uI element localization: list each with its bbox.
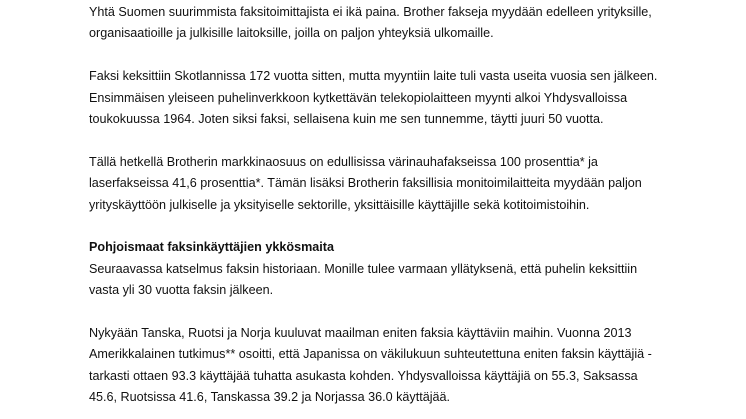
text-line: Amerikkalainen tutkimus** osoitti, että Japanissa on väkilukuun suhteutettuna eniten faksin käyttäjiä - — [89, 347, 652, 362]
text-line: laserfakseissa 41,6 prosenttia*. Tämän lisäksi Brotherin faksillisia monitoimilaitteita myydään paljon — [89, 176, 642, 191]
text-line: 45.6, Ruotsissa 41.6, Tanskassa 39.2 ja Norjassa 36.0 käyttäjää. — [89, 390, 450, 405]
text-line: toukokuussa 1964. Joten siksi faksi, sellaisena kuin me sen tunnemme, täytti juuri 50 vuotta. — [89, 111, 604, 126]
paragraph-nordics — [89, 237, 729, 301]
text-line: Ensimmäisen yleiseen puhelinverkkoon kytkettävän telekopiolaitteen myynti alkoi Yhdysvalloissa — [89, 90, 628, 105]
text-line: yrityskäyttöön julkiselle ja yksityiselle sektorille, yksittäisille käyttäjille sekä kotitoimistoihin. — [89, 197, 590, 212]
paragraph-statistics — [89, 323, 729, 409]
section-heading: Pohjoismaat faksinkäyttäjien ykkösmaita — [89, 240, 334, 255]
paragraph-market-share — [89, 152, 729, 216]
text-line: tarkasti ottaen 93.3 käyttäjää tuhatta asukasta kohden. Yhdysvalloissa käyttäjiä on 55.3, Saksassa — [89, 368, 638, 383]
text-line: vasta yli 30 vuotta faksin jälkeen. — [89, 283, 274, 298]
text-line: organisaatioille ja julkisille laitoksille, joilla on paljon yhteyksiä ulkomaille. — [89, 26, 494, 41]
paragraph-history — [89, 66, 729, 130]
text-line: Seuraavassa katselmus faksin historiaan. Monille tulee varmaan yllätyksenä, että puhelin keksittiin — [89, 261, 638, 276]
paragraph-spacer — [89, 216, 729, 237]
document-body — [89, 2, 729, 408]
text-line: Yhtä Suomen suurimmista faksitoimittajista ei ikä paina. Brother fakseja myydään edelleen yrityksille, — [89, 5, 652, 19]
text-line: Tällä hetkellä Brotherin markkinaosuus on edullisissa värinauhafakseissa 100 prosenttia* ja — [89, 154, 598, 169]
paragraph-spacer — [89, 45, 729, 66]
paragraph-intro — [89, 2, 729, 45]
paragraph-spacer — [89, 130, 729, 151]
paragraph-spacer — [89, 301, 729, 322]
text-line: Nykyään Tanska, Ruotsi ja Norja kuuluvat maailman eniten faksia käyttäviin maihin. Vuonna 2013 — [89, 325, 632, 340]
text-line: Faksi keksittiin Skotlannissa 172 vuotta sitten, mutta myyntiin laite tuli vasta useita vuosia sen jälkeen. — [89, 69, 658, 84]
